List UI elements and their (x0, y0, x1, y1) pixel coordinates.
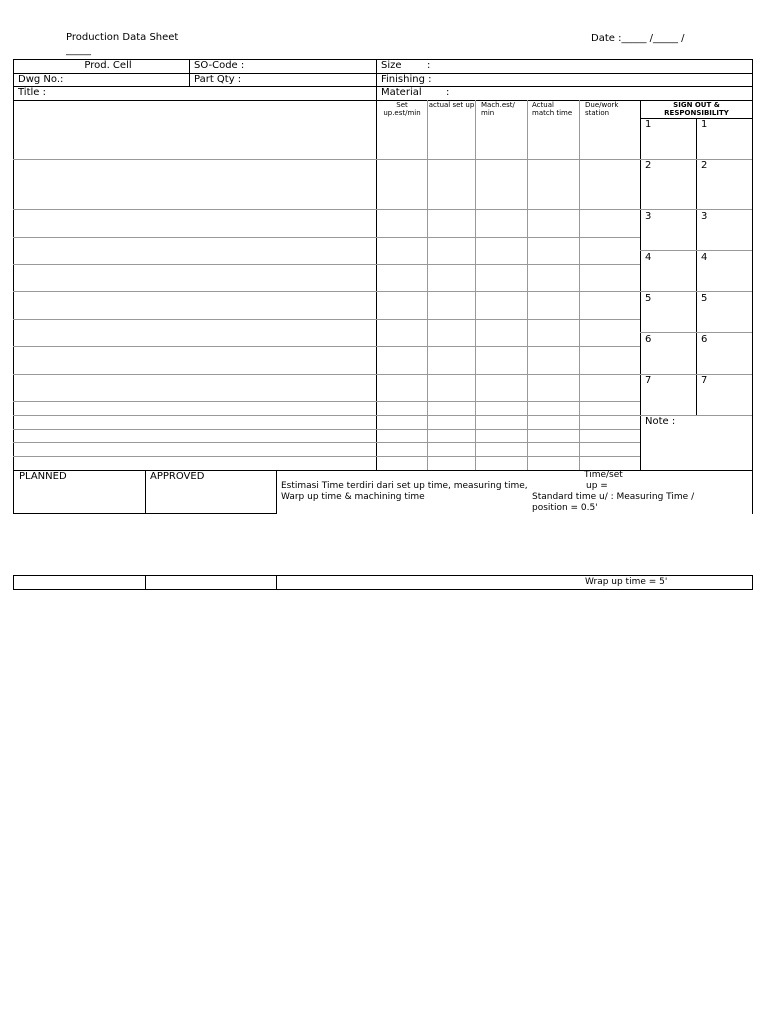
planned-label: PLANNED (19, 471, 67, 482)
row-line (13, 291, 640, 292)
footer-bottom-line (13, 513, 276, 514)
sign-number: 5 (701, 293, 708, 304)
sign-number: 7 (645, 375, 652, 386)
sign-number: 5 (645, 293, 652, 304)
col-divider (376, 59, 377, 471)
footer-top-line (13, 470, 752, 471)
sign-number: 7 (701, 375, 708, 386)
dwg-no-label: Dwg No.: (18, 74, 64, 85)
size-label: Size (381, 60, 402, 71)
row-line (13, 415, 640, 416)
title-label: Title : (18, 87, 46, 98)
sign-inner-divider (696, 118, 697, 416)
row-line (13, 442, 640, 443)
material-label: Material (381, 87, 422, 98)
size-colon: : (427, 60, 431, 71)
col-actual-match: Actual match time (532, 101, 573, 117)
row-line (13, 374, 640, 375)
footer-divider (145, 470, 146, 514)
sign-number: 4 (701, 252, 708, 263)
row-line (13, 429, 640, 430)
sign-number: 6 (645, 334, 652, 345)
sign-row-line (640, 250, 752, 251)
col-setup-est: Set up.est/min (383, 101, 421, 117)
material-colon: : (446, 87, 450, 98)
row-line (13, 319, 640, 320)
frame-left (13, 59, 14, 514)
timeset-note-2: up = (586, 481, 608, 491)
date-field-tail: _____ (66, 45, 91, 56)
footer-divider (276, 470, 277, 514)
row-line (13, 209, 640, 210)
row-line (13, 401, 640, 402)
sign-row-line (640, 209, 752, 210)
sign-number: 2 (701, 160, 708, 171)
sign-number: 4 (645, 252, 652, 263)
row-line (13, 237, 640, 238)
row-line (13, 159, 640, 160)
col-sign-out: SIGN OUT & RESPONSIBILITY (664, 101, 729, 117)
finishing-label: Finishing : (381, 74, 432, 85)
standard-time-note-2: position = 0.5' (532, 503, 598, 513)
sign-number: 3 (701, 211, 708, 222)
col-due-work: Due/work station (585, 101, 619, 117)
sign-row-line (640, 332, 752, 333)
prod-cell-label: Prod. Cell (84, 60, 132, 71)
frame-right (752, 59, 753, 514)
row-line (13, 264, 640, 265)
sign-number: 2 (645, 160, 652, 171)
sign-row-line (640, 159, 752, 160)
page-title: Production Data Sheet (66, 32, 179, 43)
wrap-up-divider (145, 575, 146, 590)
timeset-note: Time/set (584, 470, 623, 480)
date-field[interactable]: Date :_____ /_____ / (591, 33, 685, 44)
sign-number: 1 (701, 119, 708, 130)
part-qty-label: Part Qty : (194, 74, 242, 85)
estimasi-note: Estimasi Time terdiri dari set up time, measuring time, (281, 481, 528, 491)
sign-row-line (640, 291, 752, 292)
approved-label: APPROVED (150, 471, 205, 482)
so-code-label: SO-Code : (194, 60, 245, 71)
wrap-up-divider (276, 575, 277, 590)
col-mach-est: Mach.est/ min (481, 101, 515, 117)
sign-number: 3 (645, 211, 652, 222)
sign-row-line (640, 374, 752, 375)
col-actual-setup: actual set up (428, 101, 475, 109)
standard-time-note: Standard time u/ : Measuring Time / (532, 492, 695, 502)
sign-number: 1 (645, 119, 652, 130)
sign-number: 6 (701, 334, 708, 345)
note-label: Note : (645, 416, 676, 427)
row-line (13, 346, 640, 347)
estimasi-note-2: Warp up time & machining time (281, 492, 425, 502)
row-line (13, 456, 640, 457)
wrap-up-note: Wrap up time = 5' (585, 577, 668, 587)
